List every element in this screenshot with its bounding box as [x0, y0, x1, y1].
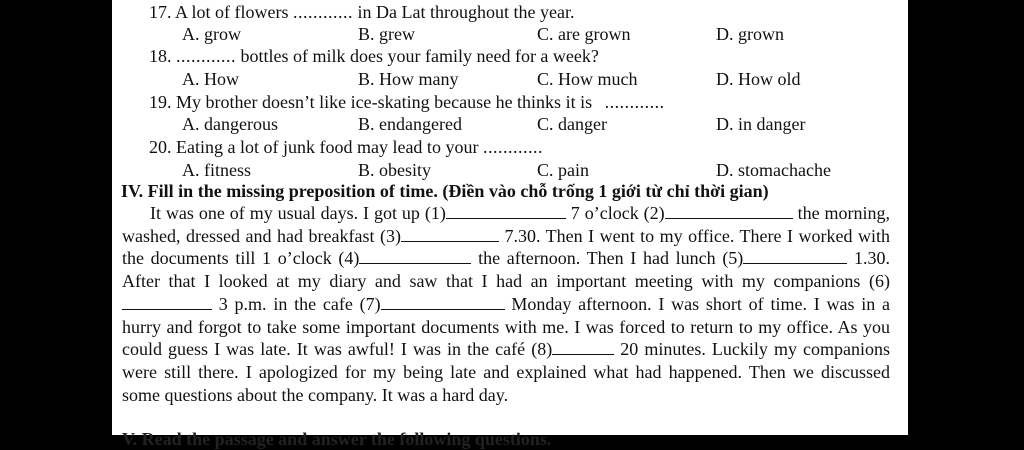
option-d: D. in danger [716, 114, 806, 134]
fill-in-paragraph [122, 202, 890, 406]
question-number: 17. [149, 2, 172, 22]
option-b: B. endangered [358, 114, 462, 134]
answer-gap: ............ [482, 137, 543, 157]
section-heading: IV. Fill in the missing preposition of time. (Điền vào chỗ trống 1 giới từ chỉ thời gian) [121, 181, 769, 201]
question-number: 19. [149, 92, 172, 112]
question-text-after: in Da Lat throughout the year. [357, 2, 575, 22]
question-17 [149, 1, 574, 23]
option-d: D. grown [716, 24, 784, 44]
text-segment: 1.30. After that I looked at my diary and saw that I had an important meeting with my companions (6) [122, 248, 891, 292]
option-c: C. How much [537, 69, 638, 89]
text-segment: It was one of my usual days. I got up (1) [150, 203, 446, 223]
blank-3[interactable] [401, 225, 499, 242]
question-text-before: A lot of flowers [175, 2, 289, 22]
blank-8[interactable] [552, 338, 614, 355]
question-number: 18. [149, 46, 172, 66]
option-c: C. pain [537, 160, 589, 180]
question-18 [149, 45, 599, 67]
answer-gap: ............ [604, 92, 665, 112]
blank-2[interactable] [665, 202, 793, 219]
blank-7[interactable] [381, 293, 505, 310]
option-a: A. How [182, 69, 239, 89]
option-c: C. are grown [537, 24, 631, 44]
blank-1[interactable] [446, 202, 566, 219]
text-segment: 3 p.m. in the cafe (7) [218, 293, 381, 314]
option-b: B. obesity [358, 160, 432, 180]
option-d: D. How old [716, 69, 801, 89]
answer-gap: ............ [293, 2, 353, 22]
question-text-after: bottles of milk does your family need for a week? [240, 46, 599, 66]
text-segment: the afternoon. Then I had lunch (5) [478, 248, 744, 269]
question-text-before: My brother doesn’t like ice-skating because he thinks it is [176, 92, 593, 112]
option-a: A. grow [182, 24, 241, 44]
blank-4[interactable] [359, 247, 471, 264]
next-section-heading-cut: V. Read the passage and answer the following questions. [122, 429, 552, 449]
worksheet-page [112, 0, 908, 449]
option-a: A. fitness [182, 160, 251, 180]
text-segment: 7 o’clock (2) [570, 203, 665, 223]
option-b: B. grew [358, 24, 415, 44]
blank-5[interactable] [743, 247, 847, 264]
text-segment: 20 minutes. Luckily my companions were still there. I apologized for my being late and explained what had happened. Then we discussed some questions about the company. It was a hard day. [122, 339, 890, 405]
option-a: A. dangerous [182, 114, 278, 134]
option-c: C. danger [537, 114, 607, 134]
question-19 [149, 91, 665, 113]
text-segment: Monday afternoon. I was short of time. I was in a hurry and forgot to take some important documents with me. I was forced to return to my office. As you could guess I was late. It was awful! I was in the café (8) [122, 293, 891, 360]
option-b: B. How many [358, 69, 459, 89]
text-segment: the morning, washed, dressed and had breakfast (3) [122, 203, 891, 246]
blank-6[interactable] [122, 293, 212, 310]
question-number: 20. [149, 137, 172, 157]
question-text-before: Eating a lot of junk food may lead to your [176, 137, 479, 157]
question-20 [149, 136, 543, 158]
option-d: D. stomachache [716, 160, 831, 180]
text-segment: 7.30. Then I went to my office. There I worked with the documents till 1 o’clock (4) [122, 225, 890, 269]
answer-gap: ............ [176, 46, 236, 66]
